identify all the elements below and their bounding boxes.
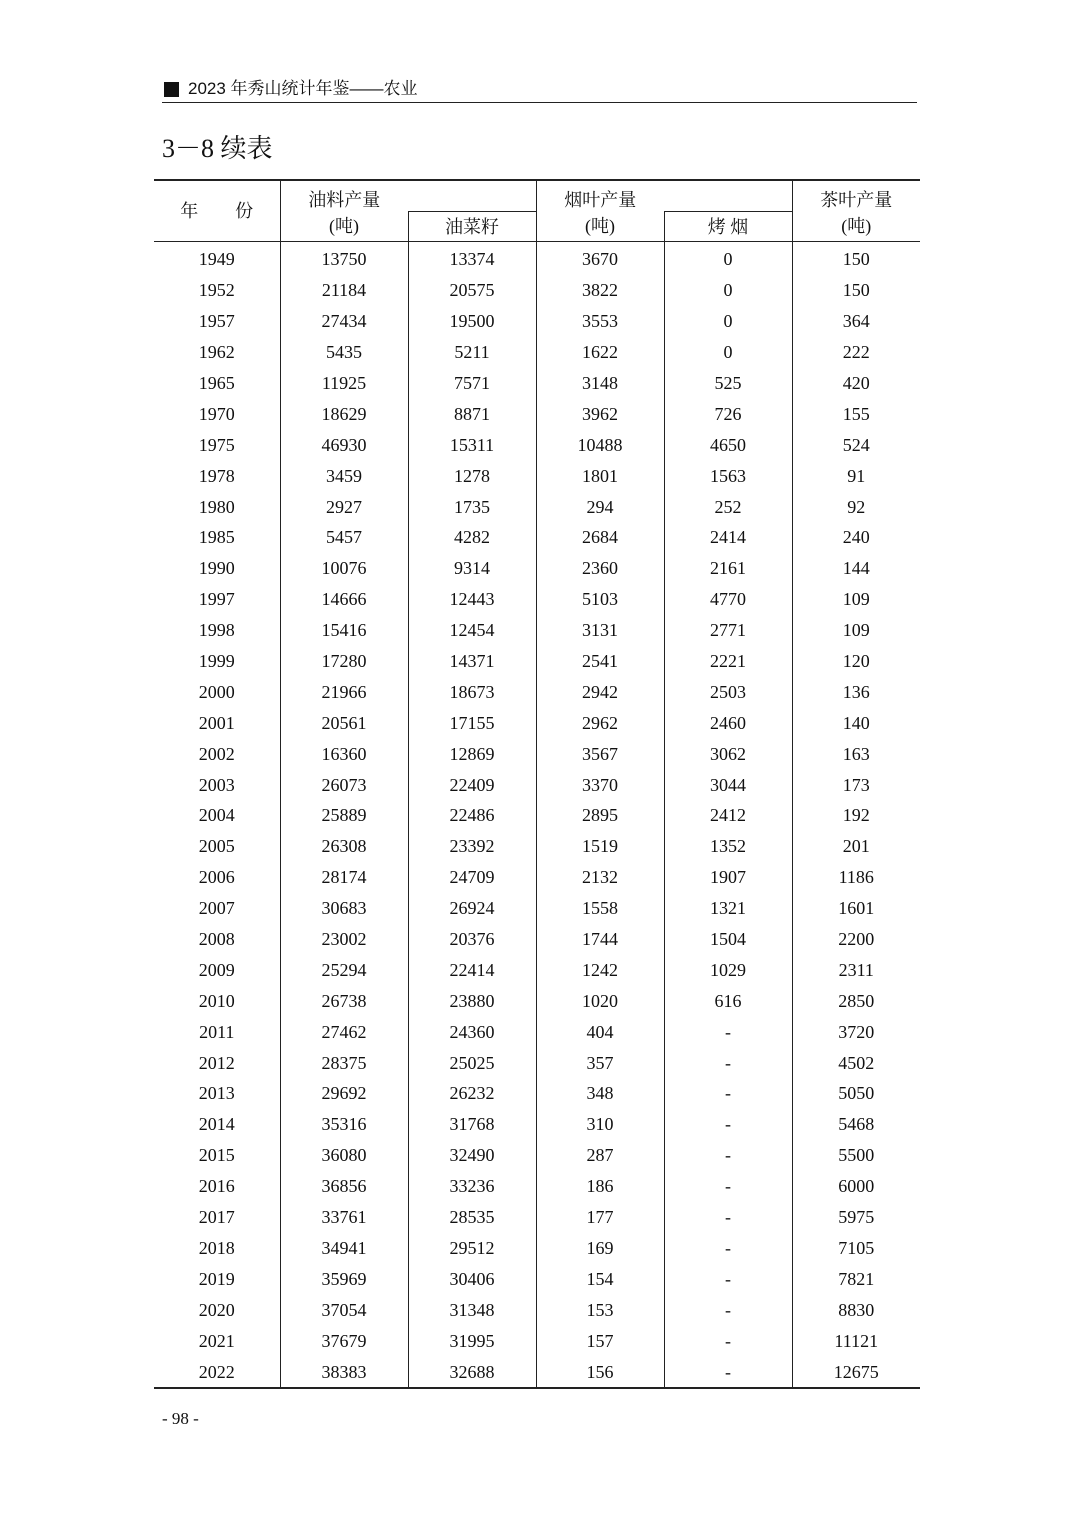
cell-oil-crops: 3459 (280, 460, 408, 491)
cell-rapeseed: 26232 (408, 1078, 536, 1109)
cell-flue-cured: 1352 (664, 831, 792, 862)
cell-flue-cured: 1504 (664, 924, 792, 955)
table-row (154, 893, 920, 924)
table-row (154, 1325, 920, 1356)
cell-tobacco: 156 (536, 1356, 664, 1388)
table-row (154, 553, 920, 584)
header-tobacco-unit: (吨) (536, 212, 664, 242)
cell-oil-crops: 15416 (280, 615, 408, 646)
header-rapeseed: 油菜籽 (408, 212, 536, 242)
cell-flue-cured: 4650 (664, 429, 792, 460)
table-row (154, 707, 920, 738)
cell-tea: 92 (792, 491, 920, 522)
table-row (154, 800, 920, 831)
table-row (154, 429, 920, 460)
cell-year: 2015 (198, 1145, 235, 1166)
cell-flue-cured: - (664, 1109, 792, 1140)
cell-tea: 1601 (792, 893, 920, 924)
table-row (154, 1233, 920, 1264)
cell-tea: 4502 (792, 1047, 920, 1078)
cell-tea: 192 (792, 800, 920, 831)
cell-year: 1952 (198, 280, 235, 301)
header-oil-crops: 油料产量 (280, 180, 408, 212)
table-row (154, 924, 920, 955)
cell-flue-cured: 2412 (664, 800, 792, 831)
cell-flue-cured: 1907 (664, 862, 792, 893)
cell-tea: 1186 (792, 862, 920, 893)
cell-rapeseed: 32490 (408, 1140, 536, 1171)
cell-tobacco: 1242 (536, 954, 664, 985)
cell-oil-crops: 26738 (280, 985, 408, 1016)
cell-tobacco: 169 (536, 1233, 664, 1264)
cell-flue-cured: 4770 (664, 584, 792, 615)
cell-flue-cured: 3062 (664, 738, 792, 769)
cell-rapeseed: 17155 (408, 707, 536, 738)
cell-oil-crops: 35969 (280, 1263, 408, 1294)
cell-year: 2022 (198, 1361, 235, 1382)
running-header (162, 78, 917, 103)
cell-oil-crops: 5457 (280, 522, 408, 553)
cell-oil-crops: 27462 (280, 1016, 408, 1047)
cell-year: 2006 (198, 867, 235, 888)
table-row (154, 398, 920, 429)
cell-year: 2005 (198, 836, 235, 857)
cell-rapeseed: 20575 (408, 275, 536, 306)
cell-tobacco: 2962 (536, 707, 664, 738)
cell-flue-cured: 2414 (664, 522, 792, 553)
cell-tea: 5500 (792, 1140, 920, 1171)
cell-tobacco: 1519 (536, 831, 664, 862)
cell-tea: 5050 (792, 1078, 920, 1109)
cell-year: 1962 (198, 342, 235, 363)
cell-flue-cured: - (664, 1263, 792, 1294)
cell-rapeseed: 13374 (408, 242, 536, 275)
cell-tobacco: 3822 (536, 275, 664, 306)
cell-oil-crops: 20561 (280, 707, 408, 738)
cell-tobacco: 153 (536, 1294, 664, 1325)
cell-rapeseed: 20376 (408, 924, 536, 955)
cell-year: 2000 (198, 681, 235, 702)
cell-year: 1949 (198, 249, 235, 270)
cell-tea: 524 (792, 429, 920, 460)
table-body (154, 242, 920, 1388)
cell-year: 2019 (198, 1268, 235, 1289)
cell-flue-cured: 0 (664, 275, 792, 306)
cell-year: 2003 (198, 774, 235, 795)
cell-flue-cured: 2503 (664, 676, 792, 707)
cell-tobacco: 2541 (536, 646, 664, 677)
cell-flue-cured: - (664, 1356, 792, 1388)
table-row (154, 676, 920, 707)
table-row (154, 242, 920, 275)
table-row (154, 769, 920, 800)
cell-tobacco: 1558 (536, 893, 664, 924)
cell-tobacco: 3131 (536, 615, 664, 646)
cell-flue-cured: - (664, 1078, 792, 1109)
cell-year: 1978 (198, 465, 235, 486)
table-row (154, 584, 920, 615)
cell-rapeseed: 1735 (408, 491, 536, 522)
cell-tobacco: 2132 (536, 862, 664, 893)
cell-year: 2002 (198, 743, 235, 764)
cell-tea: 240 (792, 522, 920, 553)
cell-rapeseed: 1278 (408, 460, 536, 491)
cell-year: 1998 (198, 620, 235, 641)
cell-tobacco: 3670 (536, 242, 664, 275)
cell-oil-crops: 14666 (280, 584, 408, 615)
cell-flue-cured: 616 (664, 985, 792, 1016)
table-row (154, 491, 920, 522)
table-row (154, 1202, 920, 1233)
cell-tobacco: 2942 (536, 676, 664, 707)
cell-oil-crops: 30683 (280, 893, 408, 924)
cell-flue-cured: 0 (664, 306, 792, 337)
cell-tobacco: 2895 (536, 800, 664, 831)
cell-tea: 136 (792, 676, 920, 707)
cell-flue-cured: 0 (664, 242, 792, 275)
cell-oil-crops: 5435 (280, 337, 408, 368)
table-row (154, 1263, 920, 1294)
cell-rapeseed: 23392 (408, 831, 536, 862)
cell-tea: 91 (792, 460, 920, 491)
cell-rapeseed: 29512 (408, 1233, 536, 1264)
cell-tea: 120 (792, 646, 920, 677)
cell-tea: 222 (792, 337, 920, 368)
cell-year: 2007 (198, 898, 235, 919)
cell-tea: 109 (792, 615, 920, 646)
cell-tobacco: 404 (536, 1016, 664, 1047)
cell-tea: 2200 (792, 924, 920, 955)
cell-year: 2004 (198, 805, 235, 826)
cell-tobacco: 5103 (536, 584, 664, 615)
cell-oil-crops: 35316 (280, 1109, 408, 1140)
cell-tobacco: 287 (536, 1140, 664, 1171)
page-number: - 98 - (162, 1409, 199, 1428)
cell-year: 2010 (198, 990, 235, 1011)
cell-year: 1997 (198, 589, 235, 610)
cell-year: 2016 (198, 1176, 235, 1197)
cell-flue-cured: 726 (664, 398, 792, 429)
cell-rapeseed: 19500 (408, 306, 536, 337)
cell-rapeseed: 31768 (408, 1109, 536, 1140)
cell-tobacco: 310 (536, 1109, 664, 1140)
cell-flue-cured: - (664, 1294, 792, 1325)
cell-tea: 150 (792, 275, 920, 306)
cell-rapeseed: 32688 (408, 1356, 536, 1388)
cell-tea: 11121 (792, 1325, 920, 1356)
cell-tobacco: 157 (536, 1325, 664, 1356)
cell-oil-crops: 38383 (280, 1356, 408, 1388)
cell-rapeseed: 22486 (408, 800, 536, 831)
cell-tea: 364 (792, 306, 920, 337)
cell-year: 2013 (198, 1083, 235, 1104)
cell-tobacco: 357 (536, 1047, 664, 1078)
table-row (154, 275, 920, 306)
cell-oil-crops: 27434 (280, 306, 408, 337)
cell-oil-crops: 29692 (280, 1078, 408, 1109)
cell-flue-cured: 0 (664, 337, 792, 368)
cell-oil-crops: 37054 (280, 1294, 408, 1325)
cell-flue-cured: - (664, 1325, 792, 1356)
cell-flue-cured: - (664, 1140, 792, 1171)
cell-rapeseed: 28535 (408, 1202, 536, 1233)
cell-tobacco: 2684 (536, 522, 664, 553)
cell-year: 1985 (198, 527, 235, 548)
cell-tea: 201 (792, 831, 920, 862)
table-row (154, 522, 920, 553)
cell-tobacco: 154 (536, 1263, 664, 1294)
header-oil-crops-unit: (吨) (280, 212, 408, 242)
header-tobacco: 烟叶产量 (536, 180, 664, 212)
cell-oil-crops: 46930 (280, 429, 408, 460)
cell-flue-cured: 2221 (664, 646, 792, 677)
cell-flue-cured: 525 (664, 368, 792, 399)
cell-flue-cured: - (664, 1171, 792, 1202)
cell-oil-crops: 2927 (280, 491, 408, 522)
cell-oil-crops: 34941 (280, 1233, 408, 1264)
cell-flue-cured: 2161 (664, 553, 792, 584)
cell-tea: 5975 (792, 1202, 920, 1233)
cell-tobacco: 10488 (536, 429, 664, 460)
cell-flue-cured: 1321 (664, 893, 792, 924)
cell-oil-crops: 23002 (280, 924, 408, 955)
cell-oil-crops: 33761 (280, 1202, 408, 1233)
cell-tobacco: 1801 (536, 460, 664, 491)
cell-tobacco: 3148 (536, 368, 664, 399)
cell-oil-crops: 28375 (280, 1047, 408, 1078)
cell-flue-cured: 1029 (664, 954, 792, 985)
cell-year: 1965 (198, 373, 235, 393)
cell-rapeseed: 14371 (408, 646, 536, 677)
cell-year: 1970 (198, 403, 235, 424)
cell-year: 2014 (198, 1114, 235, 1135)
cell-year: 2021 (198, 1330, 235, 1351)
cell-year: 2009 (198, 959, 235, 980)
cell-year: 2008 (198, 929, 235, 950)
cell-tea: 173 (792, 769, 920, 800)
cell-oil-crops: 21184 (280, 275, 408, 306)
cell-tea: 3720 (792, 1016, 920, 1047)
cell-rapeseed: 24709 (408, 862, 536, 893)
table-row (154, 306, 920, 337)
cell-rapeseed: 12443 (408, 584, 536, 615)
cell-oil-crops: 13750 (280, 242, 408, 275)
cell-rapeseed: 18673 (408, 676, 536, 707)
cell-tea: 7105 (792, 1233, 920, 1264)
table-row (154, 985, 920, 1016)
cell-rapeseed: 33236 (408, 1171, 536, 1202)
cell-tea: 420 (792, 368, 920, 399)
cell-rapeseed: 30406 (408, 1263, 536, 1294)
table-row (154, 1171, 920, 1202)
cell-oil-crops: 18629 (280, 398, 408, 429)
table-row (154, 460, 920, 491)
cell-tobacco: 2360 (536, 553, 664, 584)
cell-tea: 140 (792, 707, 920, 738)
cell-tea: 8830 (792, 1294, 920, 1325)
cell-year: 2001 (198, 712, 235, 733)
table-row (154, 1047, 920, 1078)
cell-oil-crops: 17280 (280, 646, 408, 677)
cell-year: 2020 (198, 1299, 235, 1320)
cell-flue-cured: 2771 (664, 615, 792, 646)
table-row (154, 646, 920, 677)
cell-flue-cured: 252 (664, 491, 792, 522)
cell-tea: 12675 (792, 1356, 920, 1388)
cell-oil-crops: 36856 (280, 1171, 408, 1202)
cell-tea: 7821 (792, 1263, 920, 1294)
cell-oil-crops: 21966 (280, 676, 408, 707)
cell-tea: 109 (792, 584, 920, 615)
cell-tobacco: 177 (536, 1202, 664, 1233)
cell-oil-crops: 36080 (280, 1140, 408, 1171)
cell-oil-crops: 26308 (280, 831, 408, 862)
cell-tea: 2850 (792, 985, 920, 1016)
cell-flue-cured: - (664, 1233, 792, 1264)
cell-rapeseed: 24360 (408, 1016, 536, 1047)
cell-tea: 144 (792, 553, 920, 584)
cell-tobacco: 3962 (536, 398, 664, 429)
cell-tobacco: 1744 (536, 924, 664, 955)
table-row (154, 1109, 920, 1140)
cell-year: 1990 (198, 558, 235, 579)
cell-year: 1957 (198, 311, 235, 332)
cell-flue-cured: - (664, 1047, 792, 1078)
cell-rapeseed: 5211 (408, 337, 536, 368)
cell-rapeseed: 22409 (408, 769, 536, 800)
cell-oil-crops: 11925 (280, 368, 408, 399)
cell-rapeseed: 22414 (408, 954, 536, 985)
cell-flue-cured: 3044 (664, 769, 792, 800)
cell-rapeseed: 31995 (408, 1325, 536, 1356)
table-row (154, 1140, 920, 1171)
cell-rapeseed: 12454 (408, 615, 536, 646)
cell-tobacco: 3567 (536, 738, 664, 769)
table-row (154, 1356, 920, 1388)
cell-flue-cured: 1563 (664, 460, 792, 491)
header-tea: 茶叶产量 (792, 180, 920, 212)
cell-rapeseed: 15311 (408, 429, 536, 460)
running-header-title: 2023 年秀山统计年鉴——农业 (188, 79, 418, 98)
cell-tobacco: 3553 (536, 306, 664, 337)
cell-year: 1975 (198, 434, 235, 455)
table-row (154, 1078, 920, 1109)
cell-year: 1999 (198, 651, 235, 672)
cell-tobacco: 186 (536, 1171, 664, 1202)
cell-year: 2011 (199, 1021, 235, 1042)
cell-tobacco: 294 (536, 491, 664, 522)
table-row (154, 1294, 920, 1325)
cell-year: 2012 (198, 1052, 235, 1073)
cell-oil-crops: 25889 (280, 800, 408, 831)
cell-tea: 150 (792, 242, 920, 275)
table-row (154, 1016, 920, 1047)
cell-flue-cured: - (664, 1202, 792, 1233)
cell-tobacco: 1020 (536, 985, 664, 1016)
table-row (154, 337, 920, 368)
cell-rapeseed: 7571 (408, 368, 536, 399)
cell-oil-crops: 10076 (280, 553, 408, 584)
table-row (154, 738, 920, 769)
cell-tea: 5468 (792, 1109, 920, 1140)
table-row (154, 831, 920, 862)
cell-year: 1980 (198, 496, 235, 517)
cell-rapeseed: 9314 (408, 553, 536, 584)
cell-oil-crops: 26073 (280, 769, 408, 800)
cell-tobacco: 3370 (536, 769, 664, 800)
cell-tea: 155 (792, 398, 920, 429)
cell-rapeseed: 4282 (408, 522, 536, 553)
cell-tea: 2311 (792, 954, 920, 985)
cell-rapeseed: 31348 (408, 1294, 536, 1325)
header-flue-cured: 烤 烟 (664, 212, 792, 242)
table-row (154, 954, 920, 985)
cell-oil-crops: 25294 (280, 954, 408, 985)
cell-tea: 6000 (792, 1171, 920, 1202)
cell-oil-crops: 28174 (280, 862, 408, 893)
cell-year: 2018 (198, 1237, 235, 1258)
table-row (154, 368, 920, 399)
cell-flue-cured: 2460 (664, 707, 792, 738)
header-year: 年 份 (180, 201, 270, 221)
header-tea-unit: (吨) (792, 212, 920, 242)
cell-rapeseed: 26924 (408, 893, 536, 924)
table-row (154, 862, 920, 893)
cell-rapeseed: 23880 (408, 985, 536, 1016)
cell-rapeseed: 25025 (408, 1047, 536, 1078)
table-title: 3－8 续表 (162, 134, 273, 163)
header-square-icon (164, 82, 179, 97)
cell-tobacco: 348 (536, 1078, 664, 1109)
cell-rapeseed: 12869 (408, 738, 536, 769)
cell-oil-crops: 16360 (280, 738, 408, 769)
cell-tea: 163 (792, 738, 920, 769)
statistics-table (154, 179, 920, 1389)
cell-tobacco: 1622 (536, 337, 664, 368)
cell-rapeseed: 8871 (408, 398, 536, 429)
cell-oil-crops: 37679 (280, 1325, 408, 1356)
cell-flue-cured: - (664, 1016, 792, 1047)
table-row (154, 615, 920, 646)
cell-year: 2017 (198, 1207, 235, 1228)
